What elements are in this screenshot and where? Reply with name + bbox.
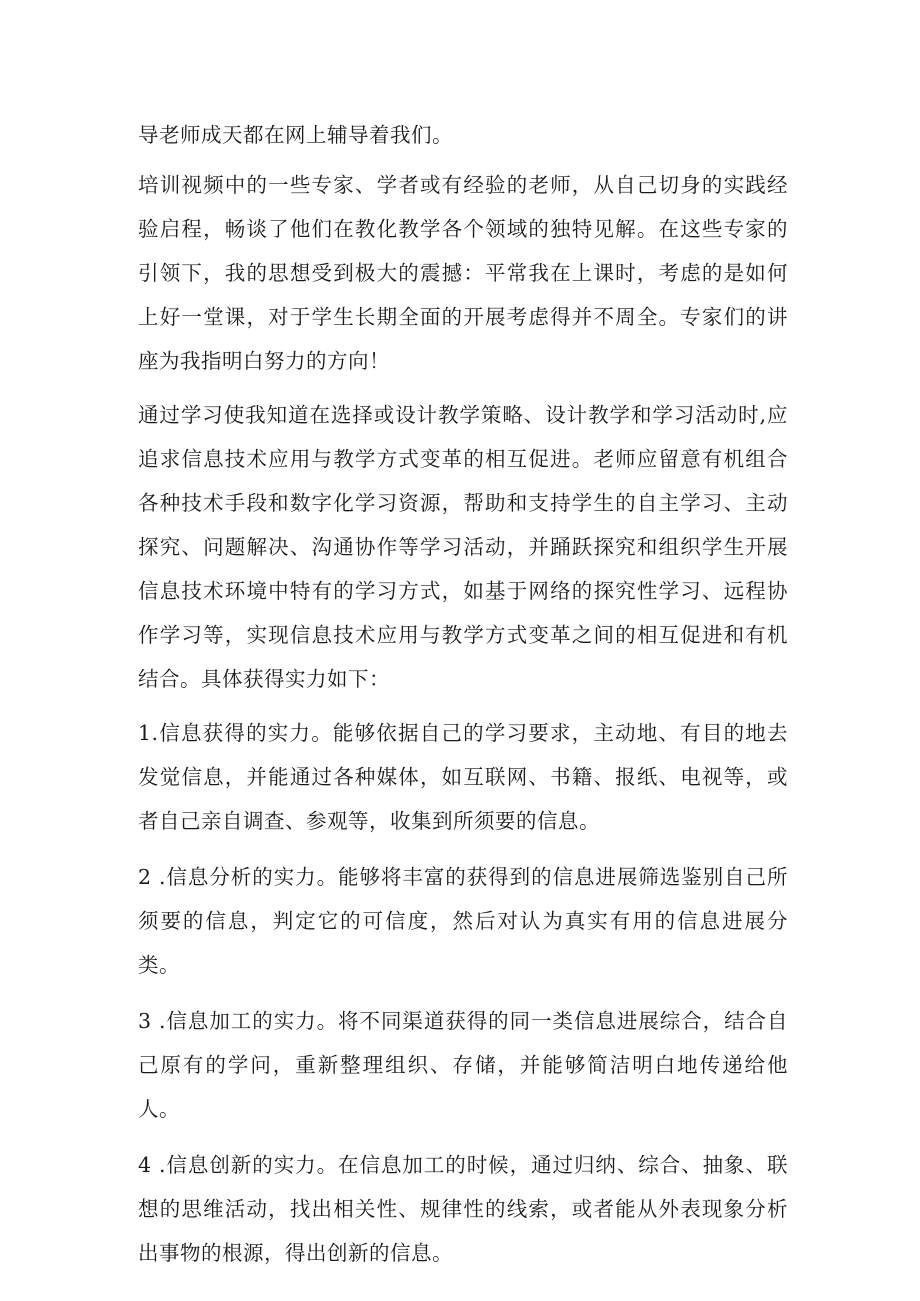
paragraph-item-3-processing: 3 .信息加工的实力。将不同渠道获得的同一类信息进展综合，结合自己原有的学问，重新整理组织、存储，并能够简洁明白地传递给他人。 [138,1009,788,1121]
paragraph-item-1-acquisition: 1.信息获得的实力。能够依据自己的学习要求，主动地、有目的地去发觉信息，并能通过各种媒体，如互联网、书籍、报纸、电视等，或者自己亲自调查、参观等，收集到所须要的信息。 [138,721,788,833]
paragraph-item-2-analysis: 2 .信息分析的实力。能够将丰富的获得到的信息进展筛选鉴别自己所须要的信息，判定它的可信度，然后对认为真实有用的信息进展分类。 [138,865,788,977]
paragraph-item-4-innovation: 4 .信息创新的实力。在信息加工的时候，通过归纳、综合、抽象、联想的思维活动，找出相关性、规律性的线索，或者能从外表现象分析出事物的根源，得出创新的信息。 [138,1153,788,1265]
paragraph-learning-strategy: 通过学习使我知道在选择或设计教学策略、设计教学和学习活动时,应追求信息技术应用与教学方式变革的相互促进。老师应留意有机组合各种技术手段和数字化学习资源，帮助和支持学生的自主学习、主动探究、问题解决、沟通协作等学习活动，并踊跃探究和组织学生开展信息技术环境中特有的学习方式，如基于网络的探究性学习、远程协作学习等，实现信息技术应用与教学方式变革之间的相互促进和有机结合。具体获得实力如下： [138,403,788,691]
paragraph-continuation: 导老师成天都在网上辅导着我们。 [138,123,453,147]
document-body [138,113,788,1287]
paragraph-expert-videos: 培训视频中的一些专家、学者或有经验的老师，从自己切身的实践经验启程，畅谈了他们在教化教学各个领域的独特见解。在这些专家的引领下，我的思想受到极大的震撼：平常我在上课时，考虑的是如何上好一堂课，对于学生长期全面的开展考虑得并不周全。专家们的讲座为我指明白努力的方向！ [138,173,788,373]
